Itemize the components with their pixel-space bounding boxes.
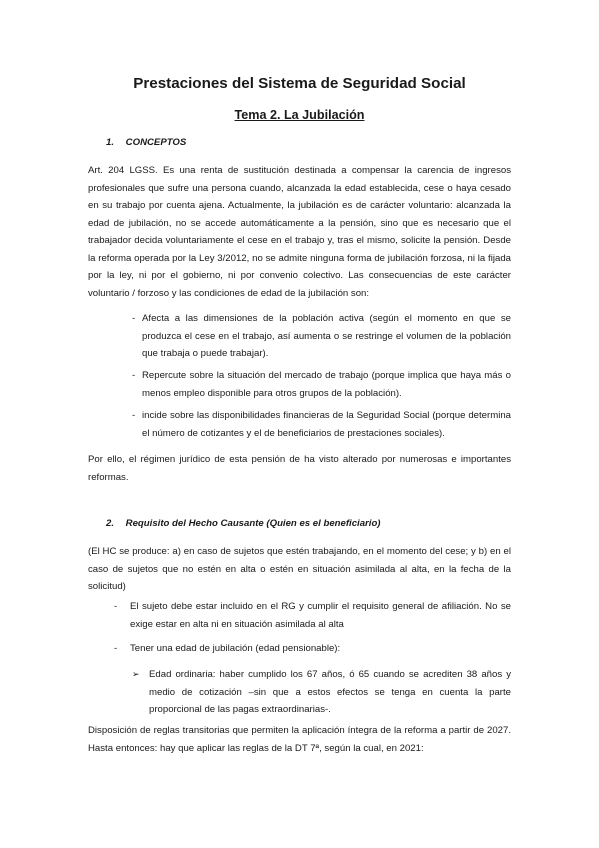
section-title: CONCEPTOS (125, 137, 187, 148)
arrow-bullet-icon: ➢ (132, 669, 140, 679)
list-item: - Afecta a las dimensiones de la población activa (según el momento en que se produzca el cese en el trabajo, así aumenta o se restringe el volumen de la población que trabaja o puede trabajar). (132, 313, 511, 359)
list-item: - Tener una edad de jubilación (edad pensionable): (114, 643, 341, 654)
paragraph-hecho-causante: (El HC se produce: a) en caso de sujetos que estén trabajando, en el momento del cese; y b) en el caso de sujetos que no estén en alta o estén en situación asimilada al alta, en la fecha de la solicitud) (88, 546, 511, 592)
section-number: 1. (106, 137, 115, 148)
paragraph-definition: Art. 204 LGSS. Es una renta de sustitución destinada a compensar la carencia de ingresos profesionales que sufre una persona cuando, alcanzada la edad establecida, cese o haya cesado en su trabajo por cuenta ajena. Actualmente, la jubilación es de carácter voluntario: alcanzada la edad de jubilación, no se accede automáticamente a la pensión, sino que es necesario que el trabajador decida voluntariamente el cese en el trabajo y, tras el mismo, solicite la pensión. Desde la reforma operada por la Ley 3/2012, no se admite ninguna forma de jubilación forzosa, ni la fijada por la ley, ni por el gobierno, ni por convenio colectivo. Las consecuencias de este carácter voluntario / forzoso y las condiciones de edad de la jubilación son: (88, 165, 511, 299)
section-title: Requisito del Hecho Causante (Quien es el beneficiario) (125, 518, 381, 529)
paragraph-reformas: Por ello, el régimen jurídico de esta pensión de ha visto alterado por numerosas e importantes reformas. (88, 454, 511, 483)
section-heading-conceptos (106, 137, 186, 148)
list-item: - incide sobre las disponibilidades financieras de la Seguridad Social (porque determina el número de cotizantes y el de beneficiarios de prestaciones sociales). (132, 410, 511, 439)
section-number: 2. (106, 518, 115, 529)
sub-list-item: ➢ Edad ordinaria: haber cumplido los 67 años, ó 65 cuando se acrediten 38 años y medio de cotización –sin que a estos efectos se tenga en cuenta la parte proporcional de las pagas extraordinarias-. (149, 666, 511, 719)
list-item: - El sujeto debe estar incluido en el RG y cumplir el requisito general de afiliación. No se exige estar en alta ni en situación asimilada al alta (114, 601, 511, 630)
paragraph-transitorias: Disposición de reglas transitorias que permiten la aplicación íntegra de la reforma a partir de 2027. Hasta entonces: hay que aplicar las reglas de la DT 7ª, según la cual, en 2021: (88, 725, 511, 754)
list-item: - Repercute sobre la situación del mercado de trabajo (porque implica que haya más o menos empleo disponible para otros grupos de la población). (132, 370, 511, 399)
section-heading-requisito (106, 518, 381, 529)
document-subtitle: Tema 2. La Jubilación (234, 108, 365, 122)
document-title: Prestaciones del Sistema de Seguridad Social (133, 75, 466, 92)
